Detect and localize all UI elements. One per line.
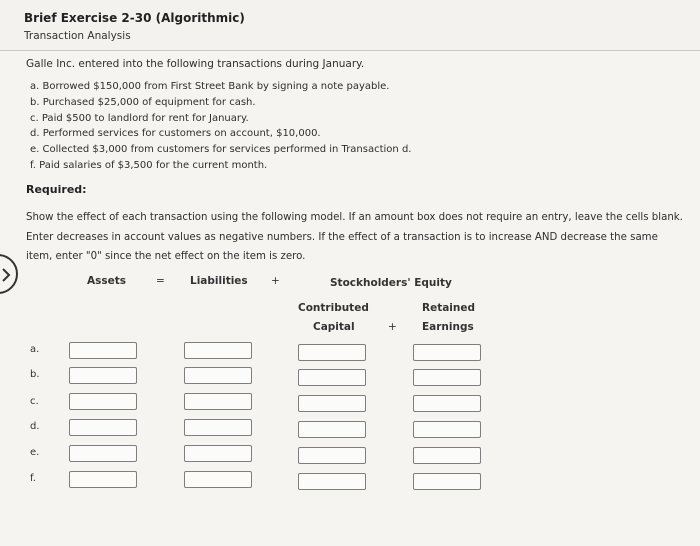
- liabilities-input-b[interactable]: [184, 367, 252, 384]
- retained-header: Retained: [422, 302, 476, 314]
- expand-sidebar-button[interactable]: [0, 254, 18, 294]
- retained-earnings-input-e[interactable]: [413, 447, 481, 464]
- assets-input-f[interactable]: [69, 471, 137, 488]
- plus-sign-equity: +: [388, 321, 397, 333]
- chevron-right-icon: [1, 268, 11, 282]
- transaction-item: b. Purchased $25,000 of equipment for cash.: [30, 96, 256, 108]
- row-label-d: d.: [30, 421, 40, 432]
- contributed-capital-input-e[interactable]: [298, 447, 366, 464]
- equals-sign: =: [156, 275, 165, 287]
- earnings-header: Earnings: [422, 321, 474, 333]
- assets-header: Assets: [87, 275, 127, 287]
- exercise-content: [0, 51, 700, 546]
- retained-earnings-input-f[interactable]: [413, 473, 481, 490]
- transaction-item: e. Collected $3,000 from customers for services performed in Transaction d.: [30, 144, 412, 156]
- assets-input-b[interactable]: [69, 367, 137, 384]
- plus-sign: +: [271, 275, 280, 287]
- contributed-capital-input-c[interactable]: [298, 395, 366, 412]
- retained-earnings-input-a[interactable]: [413, 344, 481, 361]
- required-heading: Required:: [26, 183, 87, 196]
- assets-input-d[interactable]: [69, 419, 137, 436]
- contributed-capital-input-d[interactable]: [298, 421, 366, 438]
- liabilities-input-d[interactable]: [184, 419, 252, 436]
- liabilities-input-a[interactable]: [184, 342, 252, 359]
- assets-input-e[interactable]: [69, 445, 137, 462]
- liabilities-input-c[interactable]: [184, 393, 252, 410]
- contributed-header: Contributed: [298, 302, 369, 314]
- exercise-subtitle: Transaction Analysis: [24, 30, 131, 42]
- retained-earnings-input-b[interactable]: [413, 369, 481, 386]
- contributed-capital-input-a[interactable]: [298, 344, 366, 361]
- transaction-item: d. Performed services for customers on account, $10,000.: [30, 128, 321, 140]
- instructions-text: Show the effect of each transaction using the following model. If an amount box does not require an entry, leave the cells blank. Enter decreases in account values as negative numbers. If the effect of a transaction is to increase AND decrease the same item, enter "0" since the net effect on the item is zero.: [26, 212, 683, 262]
- row-label-b: b.: [30, 369, 40, 380]
- exercise-title: Brief Exercise 2-30 (Algorithmic): [24, 11, 245, 25]
- transaction-item: f. Paid salaries of $3,500 for the current month.: [30, 159, 268, 171]
- intro-text: Galle Inc. entered into the following transactions during January.: [26, 58, 365, 70]
- assets-input-a[interactable]: [69, 342, 137, 359]
- liabilities-input-e[interactable]: [184, 445, 252, 462]
- contributed-capital-input-f[interactable]: [298, 473, 366, 490]
- transaction-item: a. Borrowed $150,000 from First Street Bank by signing a note payable.: [30, 81, 390, 92]
- contributed-capital-input-b[interactable]: [298, 369, 366, 386]
- retained-earnings-input-d[interactable]: [413, 421, 481, 438]
- transaction-item: c. Paid $500 to landlord for rent for January.: [30, 112, 249, 124]
- row-label-c: c.: [30, 396, 39, 407]
- row-label-e: e.: [30, 447, 40, 458]
- row-label-a: a.: [30, 344, 40, 355]
- liabilities-header: Liabilities: [190, 275, 248, 287]
- transaction-list: [30, 79, 411, 174]
- liabilities-input-f[interactable]: [184, 471, 252, 488]
- assets-input-c[interactable]: [69, 393, 137, 410]
- exercise-header: [0, 0, 700, 51]
- retained-earnings-input-c[interactable]: [413, 395, 481, 412]
- row-label-f: f.: [30, 473, 36, 484]
- capital-header: Capital: [313, 321, 355, 333]
- stockholders-equity-header: Stockholders' Equity: [330, 277, 452, 289]
